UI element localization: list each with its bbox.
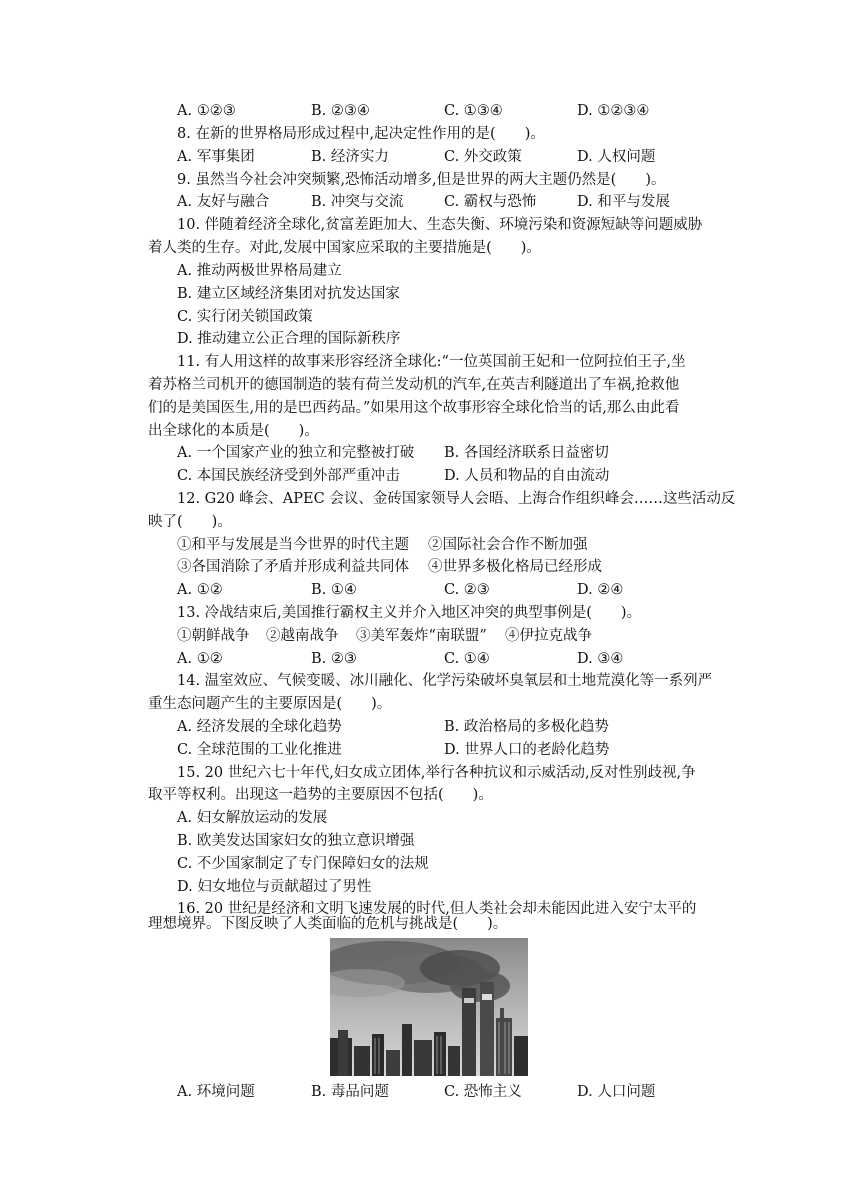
q16-option-a: A. 环境问题	[177, 1084, 255, 1100]
q7-option-d: D. ①②③④	[577, 103, 650, 119]
q11-option-d: D. 人员和物品的自由流动	[444, 468, 610, 484]
q12-stem-line1: 12. G20 峰会、APEC 会议、金砖国家领导人会晤、上海合作组织峰会……这些活动反	[177, 491, 736, 507]
q10-option-d: D. 推动建立公正合理的国际新秩序	[177, 331, 401, 347]
q15-stem-line1: 15. 20 世纪六七十年代,妇女成立团体,举行各种抗议和示威活动,反对性别歧视,争	[177, 765, 696, 781]
q9-option-b: B. 冲突与交流	[311, 194, 404, 210]
q13-items	[0, 626, 860, 646]
q8-option-b: B. 经济实力	[311, 149, 389, 165]
q14-option-b: B. 政治格局的多极化趋势	[444, 719, 609, 735]
q8-option-a: A. 军事集团	[177, 149, 255, 165]
q11-options-row1	[0, 443, 860, 463]
q10-stem-line1: 10. 伴随着经济全球化,贫富差距加大、生态失衡、环境污染和资源短缺等问题威胁	[177, 217, 703, 233]
q16-stem-line2: 理想境界。下图反映了人类面临的危机与挑战是( )。	[148, 916, 508, 932]
q7-options	[0, 101, 860, 121]
q10-option-c: C. 实行闭关锁国政策	[177, 309, 313, 325]
q13-stem: 13. 冷战结束后,美国推行霸权主义并介入地区冲突的典型事例是( )。	[177, 605, 642, 621]
q15-option-b: B. 欧美发达国家妇女的独立意识增强	[177, 833, 415, 849]
q14-option-d: D. 世界人口的老龄化趋势	[444, 742, 610, 758]
q15-option-a: A. 妇女解放运动的发展	[177, 810, 328, 826]
q7-option-a: A. ①②③	[177, 103, 236, 119]
q12-items-row2	[0, 557, 860, 577]
q14-stem-line1: 14. 温室效应、气候变暖、冰川融化、化学污染破坏臭氧层和土地荒漠化等一系列严	[177, 673, 713, 689]
q15-stem-line2: 取平等权利。出现这一趋势的主要原因不包括( )。	[148, 787, 493, 803]
q15-option-c: C. 不少国家制定了专门保障妇女的法规	[177, 856, 429, 872]
q16-option-b: B. 毒品问题	[311, 1084, 389, 1100]
q12-item-1: ①和平与发展是当今世界的时代主题	[177, 537, 409, 553]
q11-stem-line4: 出全球化的本质是( )。	[148, 423, 319, 439]
q12-item-2: ②国际社会合作不断加强	[428, 537, 588, 553]
q12-option-c: C. ②③	[444, 582, 490, 598]
q8-option-d: D. 人权问题	[577, 149, 656, 165]
q14-option-a: A. 经济发展的全球化趋势	[177, 719, 342, 735]
q12-option-a: A. ①②	[177, 582, 223, 598]
q16-stem-line1: 16. 20 世纪是经济和文明飞速发展的时代,但人类社会却未能因此进入安宁太平的	[177, 901, 697, 917]
q8-option-c: C. 外交政策	[444, 149, 522, 165]
q15-option-d: D. 妇女地位与贡献超过了男性	[177, 879, 372, 895]
q10-option-a: A. 推动两极世界格局建立	[177, 263, 342, 279]
q13-option-c: C. ①④	[444, 651, 490, 667]
q14-options-row1	[0, 717, 860, 737]
q13-item-4: ④伊拉克战争	[505, 628, 592, 644]
q7-option-c: C. ①③④	[444, 103, 503, 119]
q11-option-a: A. 一个国家产业的独立和完整被打破	[177, 445, 415, 461]
q12-option-d: D. ②④	[577, 582, 624, 598]
terrorism-photo	[330, 938, 528, 1076]
q7-option-b: B. ②③④	[311, 103, 370, 119]
q12-item-4: ④世界多极化格局已经形成	[428, 559, 602, 575]
q11-stem-line2: 着苏格兰司机开的德国制造的装有荷兰发动机的汽车,在英吉利隧道出了车祸,抢救他	[148, 377, 680, 393]
q16-option-c: C. 恐怖主义	[444, 1084, 522, 1100]
q14-stem-line2: 重生态问题产生的主要原因是( )。	[148, 696, 392, 712]
q14-option-c: C. 全球范围的工业化推进	[177, 742, 342, 758]
q13-item-1: ①朝鲜战争	[177, 628, 250, 644]
q12-item-3: ③各国消除了矛盾并形成利益共同体	[177, 559, 409, 575]
q13-option-a: A. ①②	[177, 651, 223, 667]
q12-items-row1	[0, 535, 860, 555]
q11-options-row2	[0, 466, 860, 486]
q16-option-d: D. 人口问题	[577, 1084, 656, 1100]
q11-stem-line3: 们的是美国医生,用的是巴西药品。”如果用这个故事形容全球化恰当的话,那么由此看	[148, 400, 680, 416]
q9-option-c: C. 霸权与恐怖	[444, 194, 537, 210]
q9-option-d: D. 和平与发展	[577, 194, 670, 210]
q12-option-b: B. ①④	[311, 582, 357, 598]
q9-option-a: A. 友好与融合	[177, 194, 270, 210]
q12-stem-line2: 映了( )。	[148, 514, 232, 530]
q13-option-d: D. ③④	[577, 651, 624, 667]
q13-item-2: ②越南战争	[266, 628, 339, 644]
q13-item-3: ③美军轰炸“南联盟”	[356, 628, 487, 644]
city-smoke-image	[330, 938, 528, 1076]
q11-option-c: C. 本国民族经济受到外部严重冲击	[177, 468, 400, 484]
q14-options-row2	[0, 740, 860, 760]
q10-stem-line2: 着人类的生存。对此,发展中国家应采取的主要措施是( )。	[148, 240, 541, 256]
q9-options	[0, 192, 860, 212]
q12-options	[0, 580, 860, 600]
q13-option-b: B. ②③	[311, 651, 357, 667]
q9-stem: 9. 虽然当今社会冲突频繁,恐怖活动增多,但是世界的两大主题仍然是( )。	[177, 172, 666, 188]
q8-stem: 8. 在新的世界格局形成过程中,起决定性作用的是( )。	[177, 126, 545, 142]
q16-options	[0, 1082, 860, 1102]
q10-option-b: B. 建立区域经济集团对抗发达国家	[177, 286, 400, 302]
q8-options	[0, 147, 860, 167]
q11-stem-line1: 11. 有人用这样的故事来形容经济全球化:“一位英国前王妃和一位阿拉伯王子,坐	[177, 354, 686, 370]
q13-options	[0, 649, 860, 669]
q11-option-b: B. 各国经济联系日益密切	[444, 445, 609, 461]
